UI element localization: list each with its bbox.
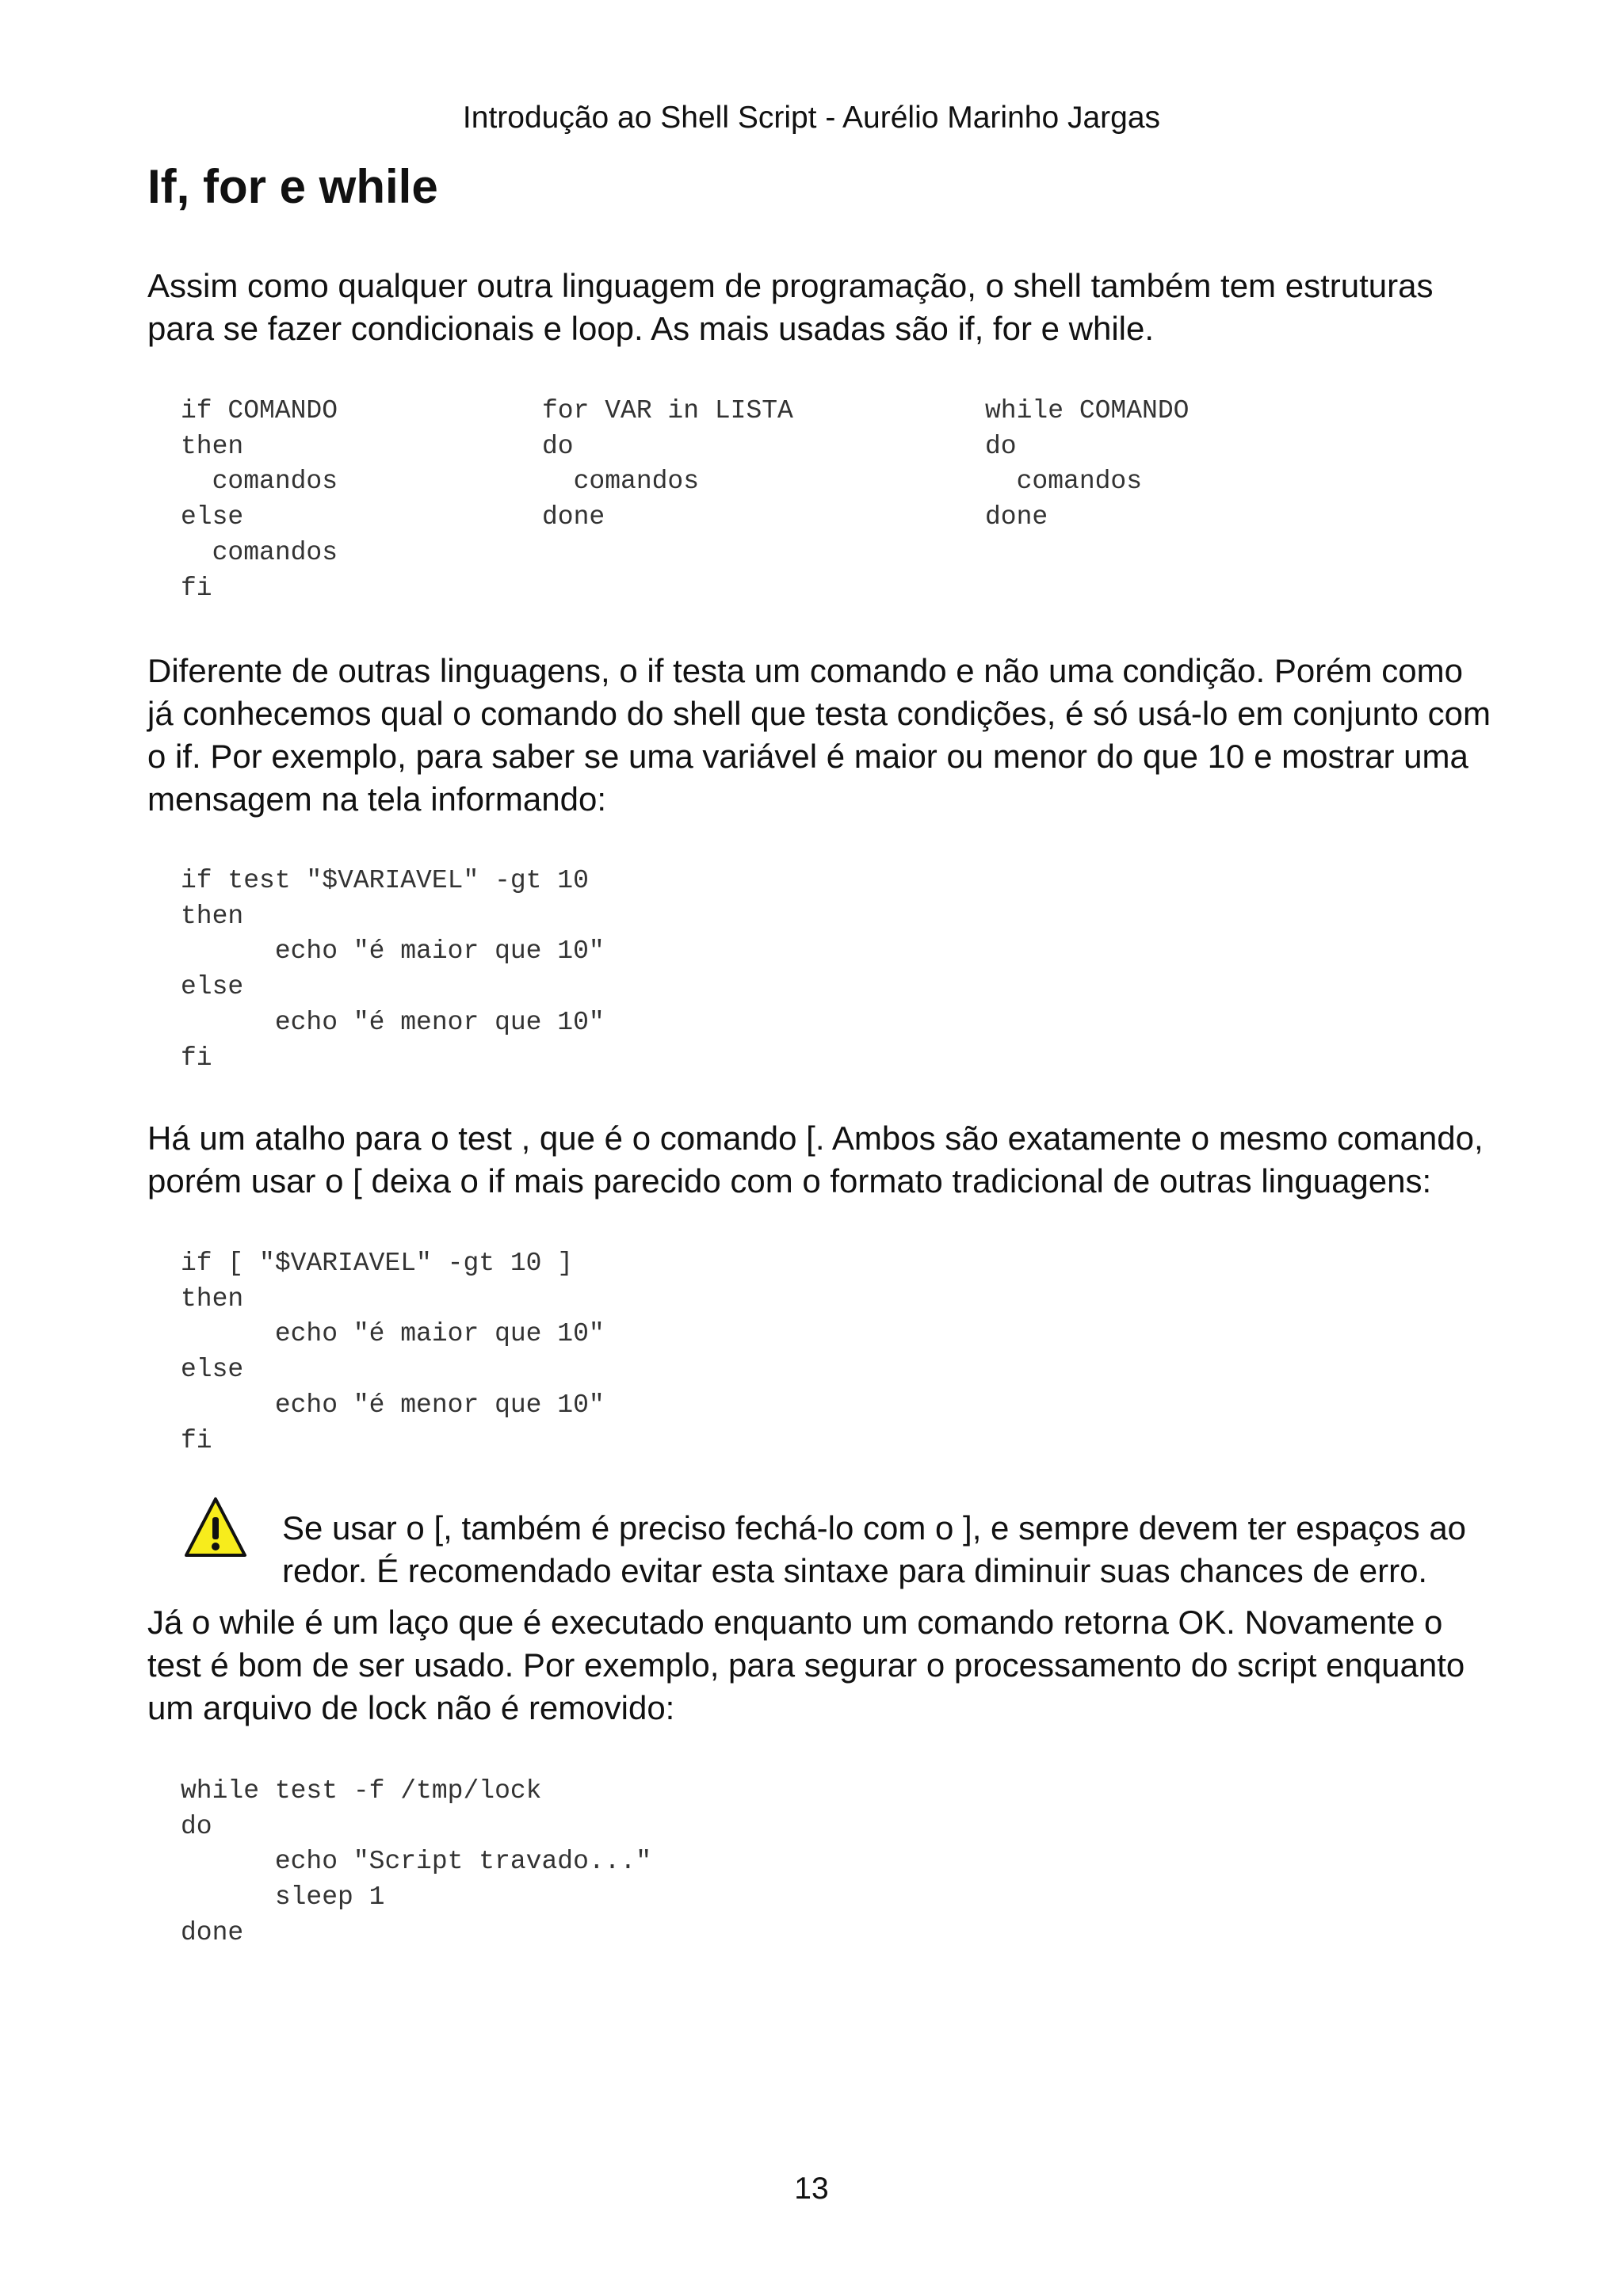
code-syntax-if: if COMANDO then comandos else comandos fi	[181, 396, 338, 603]
code-syntax-for: for VAR in LISTA do comandos done	[542, 396, 793, 532]
if-tests-command-paragraph: Diferente de outras linguagens, o if testa um comando e não uma condição. Porém como já conhecemos qual o comando do shell que testa condições, é só usá-lo em conjunto com o if. Por exemplo, para saber se uma variável é maior ou menor do que 10 e mostrar uma mensagem na tela informando:	[147, 652, 1491, 818]
code-example-test: if test "$VARIAVEL" -gt 10 then echo "é maior que 10" else echo "é menor que 10" fi	[181, 866, 605, 1073]
warning-icon	[184, 1496, 247, 1559]
section-title: If, for e while	[147, 160, 438, 213]
intro-paragraph: Assim como qualquer outra linguagem de programação, o shell também tem estruturas para se fazer condicionais e loop. As mais usadas são if, for e while.	[147, 267, 1434, 347]
warning-note: Se usar o [, também é preciso fechá-lo com o ], e sempre devem ter espaços ao redor. É recomendado evitar esta sintaxe para diminuir suas chances de erro.	[282, 1509, 1467, 1589]
running-header: Introdução ao Shell Script - Aurélio Marinho Jargas	[462, 101, 1161, 135]
bracket-shortcut-paragraph: Há um atalho para o test , que é o comando [. Ambos são exatamente o mesmo comando, porém usar o [ deixa o if mais parecido com o formato tradicional de outras linguagens:	[147, 1119, 1484, 1199]
while-loop-paragraph: Já o while é um laço que é executado enquanto um comando retorna OK. Novamente o test é bom de ser usado. Por exemplo, para segurar o processamento do script enquanto um arquivo de lock não é removido:	[147, 1604, 1465, 1726]
code-syntax-while: while COMANDO do comandos done	[985, 396, 1190, 532]
code-example-bracket: if [ "$VARIAVEL" -gt 10 ] then echo "é maior que 10" else echo "é menor que 10" fi	[181, 1249, 605, 1455]
code-example-while: while test -f /tmp/lock do echo "Script travado..." sleep 1 done	[181, 1776, 652, 1947]
page-number: 13	[794, 2172, 829, 2206]
